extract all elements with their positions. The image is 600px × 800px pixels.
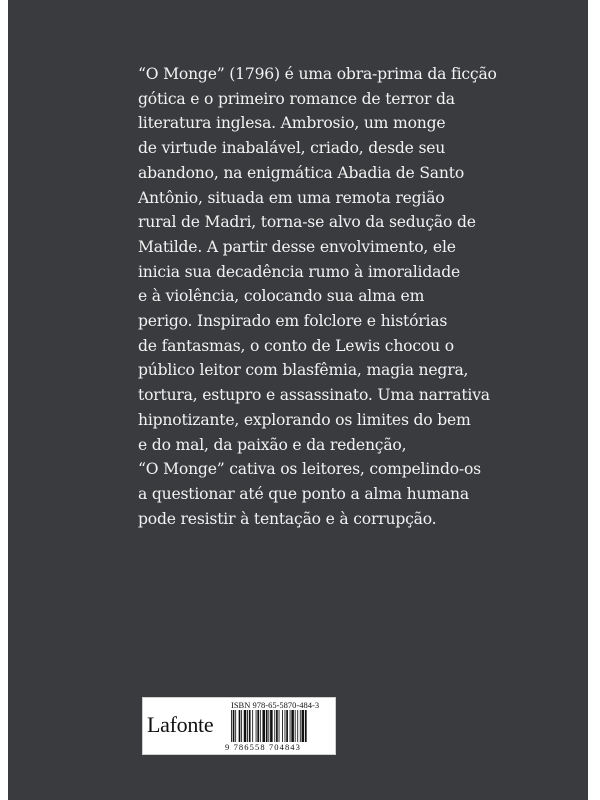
synopsis-line: Matilde. A partir desse envolvimento, ele [138,237,456,256]
barcode-icon [231,710,329,742]
synopsis-text [138,62,518,531]
synopsis-line: de fantasmas, o conto de Lewis chocou o [138,336,454,355]
synopsis-line: e à violência, colocando sua alma em [138,287,425,306]
synopsis-line: abandono, na enigmática Abadia de Santo [138,163,465,182]
synopsis-line: literatura inglesa. Ambrosio, um monge [138,114,446,133]
publisher-logo: Lafonte [147,712,214,737]
synopsis-line: e do mal, da paixão e da redenção, [138,435,407,454]
synopsis-line: hipnotizante, explorando os limites do bem [138,410,471,429]
synopsis-line: Antônio, situada em uma remota região [138,188,445,207]
isbn-text: ISBN 978-65-5870-484-3 [231,700,320,710]
synopsis-line: perigo. Inspirado em folclore e histórias [138,312,448,331]
synopsis-line: inicia sua decadência rumo à imoralidade [138,262,461,281]
synopsis-line: “O Monge” cativa os leitores, compelindo-os [138,460,481,479]
synopsis-line: gótica e o primeiro romance de terror da [138,89,455,108]
synopsis-line: a questionar até que ponto a alma humana [138,484,469,503]
synopsis-line: tortura, estupro e assassinato. Uma narrativa [138,386,490,405]
synopsis-line: público leitor com blasfêmia, magia negra, [138,361,469,380]
barcode-digits: 9 786558 704843 [225,742,301,752]
synopsis-line: pode resistir à tentação e à corrupção. [138,509,437,528]
synopsis-line: de virtude inabalável, criado, desde seu [138,139,446,158]
synopsis-line: rural de Madri, torna-se alvo da sedução de [138,213,476,232]
back-cover [8,0,588,800]
synopsis-line: “O Monge” (1796) é uma obra-prima da ficção [138,65,497,83]
barcode-label [142,697,336,755]
